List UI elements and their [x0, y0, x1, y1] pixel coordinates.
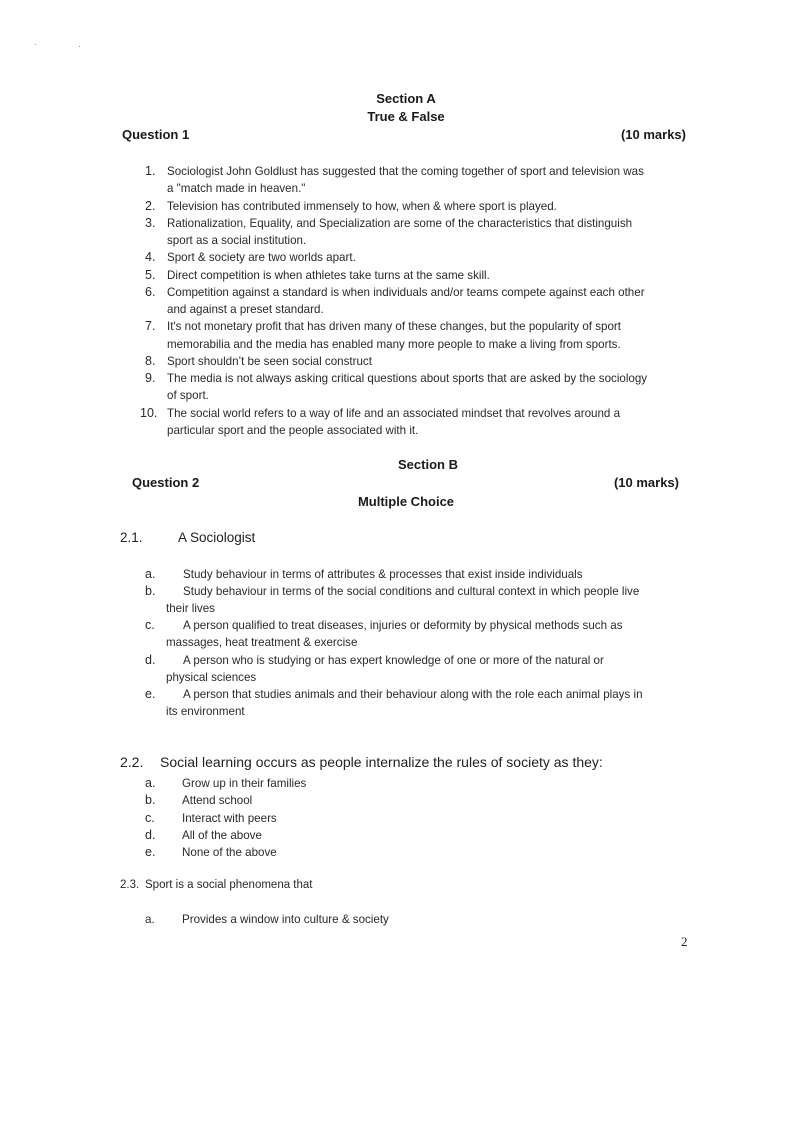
page-number: 2: [681, 934, 688, 949]
scan-speck: [79, 46, 80, 47]
option-text: Provides a window into culture & society: [182, 913, 389, 926]
option-text-line: A person qualified to treat diseases, injuries or deformity by physical methods such as: [183, 619, 623, 633]
item-text-line: It's not monetary profit that has driven many of these changes, but the popularity of sport: [167, 320, 621, 334]
option-letter: d.: [145, 827, 156, 842]
option-letter: b.: [145, 584, 156, 599]
item-number: 2.: [145, 198, 156, 213]
option-text: Attend school: [182, 794, 253, 808]
item-number: 9.: [145, 371, 156, 385]
option-text-line: massages, heat treatment & exercise: [166, 636, 358, 650]
option-letter: c.: [145, 810, 155, 825]
q23-number: 2.3.: [120, 879, 140, 891]
item-number: 10.: [140, 405, 158, 420]
item-text-line: Sport & society are two worlds apart.: [167, 251, 356, 265]
section-b-title: Section B: [398, 457, 458, 472]
item-text-line: Television has contributed immensely to how, when & where sport is played.: [167, 199, 557, 213]
section-a-title: Section A: [376, 91, 436, 106]
option-text: None of the above: [182, 846, 277, 860]
item-number: 3.: [145, 215, 156, 230]
item-number: 6.: [145, 284, 156, 299]
q22-number: 2.2.: [120, 754, 144, 770]
option-letter: d.: [145, 652, 156, 667]
option-text-line: Study behaviour in terms of attributes & processes that exist inside individuals: [183, 568, 583, 581]
scan-speck: [35, 44, 36, 45]
option-text-line: its environment: [166, 704, 245, 718]
question-1-label: Question 1: [122, 127, 190, 142]
item-number: 4.: [145, 250, 156, 265]
option-text-line: A person that studies animals and their behaviour along with the role each animal plays in: [183, 687, 643, 701]
option-letter: e.: [145, 845, 156, 860]
item-text-line: and against a preset standard.: [167, 303, 324, 316]
item-text-line: memorabilia and the media has enabled many more people to make a living from sports.: [167, 337, 621, 351]
item-number: 8.: [145, 353, 156, 368]
item-text-line: The social world refers to a way of life and an associated mindset that revolves around a: [167, 406, 621, 420]
item-number: 5.: [145, 267, 156, 282]
option-text-line: Study behaviour in terms of the social conditions and cultural context in which people live: [183, 585, 640, 599]
question-2-marks: (10 marks): [613, 475, 679, 490]
section-a-subtitle: True & False: [367, 109, 445, 124]
q23-text: Sport is a social phenomena that: [145, 879, 313, 891]
option-text-line: their lives: [166, 602, 215, 616]
section-b-subtitle: Multiple Choice: [357, 494, 455, 509]
item-text-line: Sport shouldn’t be seen social construct: [167, 354, 372, 368]
item-text-line: particular sport and the people associated with it.: [167, 423, 419, 437]
option-text-line: A person who is studying or has expert knowledge of one or more of the natural or: [183, 653, 604, 667]
q21-text: A Sociologist: [178, 530, 256, 545]
item-text-line: Sociologist John Goldlust has suggested that the coming together of sport and television was: [167, 165, 644, 178]
item-text-line: a "match made in heaven.": [167, 182, 306, 196]
item-text-line: Competition against a standard is when individuals and/or teams compete against each other: [167, 285, 645, 299]
item-text-line: Rationalization, Equality, and Specialization are some of the characteristics that distinguish: [167, 216, 633, 230]
q21-number: 2.1.: [120, 530, 143, 545]
option-letter: c.: [145, 618, 155, 633]
option-letter: b.: [145, 793, 156, 808]
option-letter: a.: [145, 776, 156, 790]
question-1-marks: (10 marks): [620, 127, 686, 142]
item-text-line: The media is not always asking critical questions about sports that are asked by the sociology: [167, 372, 648, 385]
item-number: 1.: [145, 164, 156, 178]
option-text: All of the above: [182, 828, 262, 842]
item-text-line: Direct competition is when athletes take turns at the same skill.: [167, 268, 490, 282]
option-letter: a.: [145, 913, 155, 926]
option-text: Grow up in their families: [182, 777, 307, 790]
option-text-line: physical sciences: [166, 670, 257, 684]
item-text-line: of sport.: [167, 389, 209, 403]
option-letter: e.: [145, 686, 156, 701]
item-text-line: sport as a social institution.: [167, 234, 307, 247]
item-number: 7.: [145, 319, 156, 334]
question-2-label: Question 2: [132, 475, 200, 490]
option-text: Interact with peers: [182, 811, 277, 825]
q22-text: Social learning occurs as people internalize the rules of society as they:: [160, 754, 603, 770]
option-letter: a.: [145, 567, 156, 581]
